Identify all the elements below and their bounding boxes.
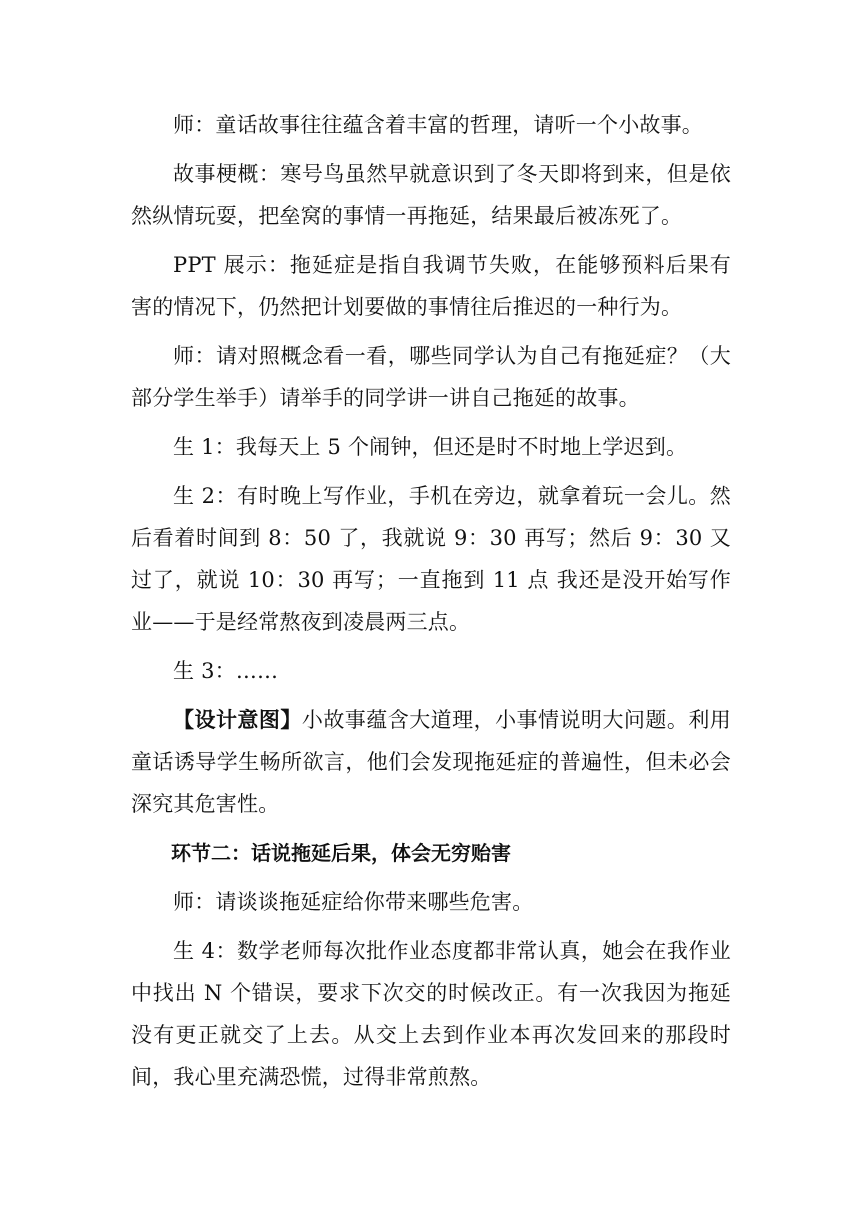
ppt-definition-paragraph: PPT 展示：拖延症是指自我调节失败，在能够预料后果有害的情况下，仍然把计划要做的事情往后推迟的一种行为。 [131, 253, 731, 319]
student-4-paragraph: 生 4：数学老师每次批作业态度都非常认真，她会在我作业中找出 N 个错误，要求下次交的时候改正。有一次我因为拖延没有更正就交了上去。从交上去到作业本再次发回来的那段时间，我心里充满恐慌，过得非常煎熬。 [131, 939, 731, 1089]
teacher-question-paragraph: 师：请对照概念看一看，哪些同学认为自己有拖延症？（大部分学生举手）请举手的同学讲一讲自己拖延的故事。 [131, 344, 731, 410]
student-3-paragraph: 生 3：…… [173, 659, 279, 683]
section-heading: 环节二：话说拖延后果，体会无穷贻害 [171, 841, 511, 865]
student-2-paragraph: 生 2：有时晚上写作业，手机在旁边，就拿着玩一会儿。然后看着时间到 8：50 了，我就说 9：30 再写；然后 9：30 又过了，就说 10：30 再写；一直拖到 11 点 我还是没开始写作业——于是经常熬夜到凌晨两三点。 [131, 484, 731, 634]
teacher-harm-question-paragraph: 师：请谈谈拖延症给你带来哪些危害。 [173, 890, 534, 914]
design-intent-text: 小故事蕴含大道理，小事情说明大问题。利用童话诱导学生畅所欲言，他们会发现拖延症的普遍性，但未必会深究其危害性。 [131, 708, 732, 816]
story-summary-paragraph: 故事梗概：寒号鸟虽然早就意识到了冬天即将到来，但是依然纵情玩耍，把垒窝的事情一再拖延，结果最后被冻死了。 [131, 162, 731, 228]
teacher-intro-paragraph: 师：童话故事往往蕴含着丰富的哲理，请听一个小故事。 [173, 113, 703, 137]
student-1-paragraph: 生 1：我每天上 5 个闹钟，但还是时不时地上学迟到。 [173, 435, 688, 459]
design-intent-label: 【设计意图】 [173, 708, 302, 732]
design-intent-paragraph [131, 699, 731, 825]
document-body [131, 104, 731, 1098]
